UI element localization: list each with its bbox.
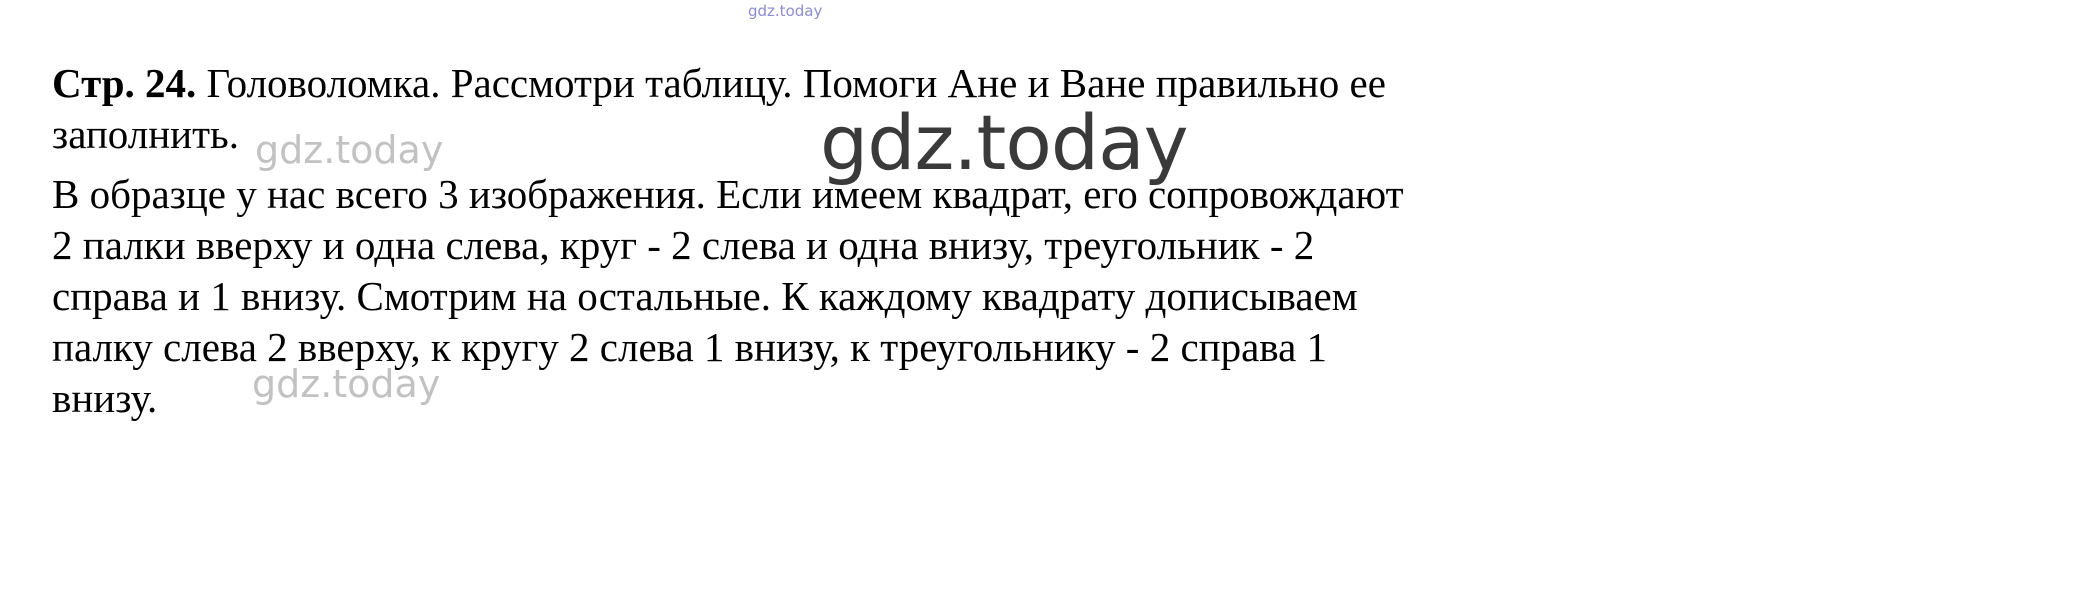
answer-line-5: внизу. [52, 375, 158, 421]
page-number-label: Стр. 24. [52, 60, 197, 106]
task-intro-line-1 [52, 58, 2042, 109]
task-intro-line-2: заполнить. [52, 111, 239, 157]
watermark-middle: gdz.today [255, 128, 444, 172]
answer-line-2: 2 палки вверху и одна слева, круг - 2 слева и одна внизу, треугольник - 2 [52, 222, 1315, 268]
document-body [52, 58, 2042, 424]
answer-line-1: В образце у нас всего 3 изображения. Если имеем квадрат, его сопровождают [52, 171, 1404, 217]
watermark-top: gdz.today [748, 2, 823, 20]
answer-line-3: справа и 1 внизу. Смотрим на остальные. К каждому квадрату дописываем [52, 273, 1358, 319]
task-intro-text: Головоломка. Рассмотри таблицу. Помоги Ане и Ване правильно ее [196, 60, 1386, 106]
answer-line-4: палку слева 2 вверху, к кругу 2 слева 1 внизу, к треугольнику - 2 справа 1 [52, 324, 1328, 370]
watermark-large: gdz.today [820, 98, 1188, 187]
watermark-lower: gdz.today [252, 362, 441, 406]
